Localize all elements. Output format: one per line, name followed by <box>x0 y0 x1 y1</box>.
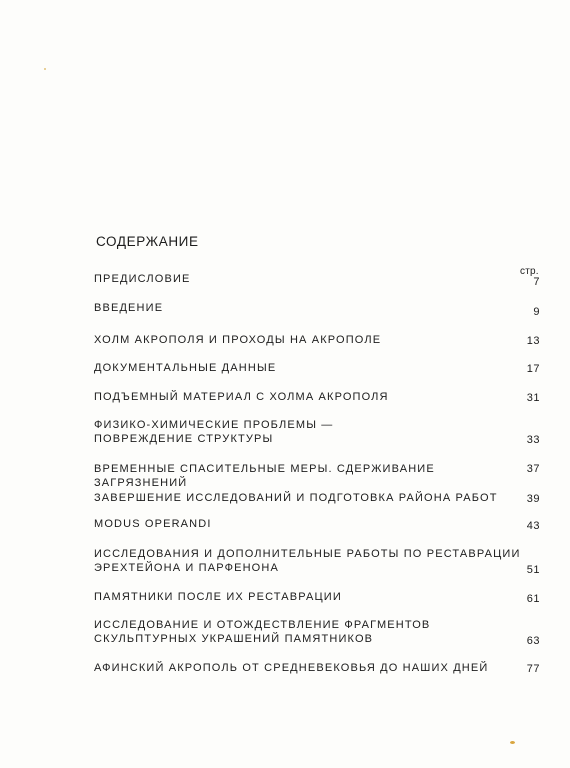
toc-entry-text: ИССЛЕДОВАНИЕ И ОТОЖДЕСТВЛЕНИЕ ФРАГМЕНТОВ СКУЛЬПТУРНЫХ УКРАШЕНИЙ ПАМЯТНИКОВ <box>94 619 431 645</box>
toc-entry-text: ПРЕДИСЛОВИЕ <box>94 273 191 285</box>
toc-entry-page: 63 <box>526 635 540 647</box>
toc-entry-monuments <box>94 590 540 604</box>
toc-entry-text: MODUS OPERANDI <box>94 518 212 530</box>
paper-speck-top <box>44 68 46 70</box>
toc-entry-introduction <box>94 301 540 318</box>
toc-entry-page: 77 <box>526 663 540 675</box>
toc-entry-text: АФИНСКИЙ АКРОПОЛЬ ОТ СРЕДНЕВЕКОВЬЯ ДО НАШИХ ДНЕЙ <box>94 662 489 674</box>
toc-entry-page: 31 <box>526 392 540 404</box>
toc-entry-page: 37 <box>526 463 540 475</box>
page-column-label: стр. <box>520 266 539 277</box>
toc-entry-page: 13 <box>526 335 540 347</box>
paper-speck-bottom <box>510 741 515 744</box>
toc-entry-page: 33 <box>526 434 540 446</box>
toc-entry-page: 43 <box>526 520 540 532</box>
toc-entry-page: 17 <box>526 363 540 375</box>
toc-entry-text: ФИЗИКО-ХИМИЧЕСКИЕ ПРОБЛЕМЫ — ПОВРЕЖДЕНИЕ СТРУКТУРЫ <box>94 419 334 445</box>
toc-entry-fragments <box>94 618 540 646</box>
toc-entry-page: 51 <box>526 564 540 576</box>
toc-entry-material <box>94 390 540 404</box>
toc-entry-text: ИССЛЕДОВАНИЯ И ДОПОЛНИТЕЛЬНЫЕ РАБОТЫ ПО РЕСТАВРАЦИИ ЭРЕХТЕЙОНА И ПАРФЕНОНА <box>94 548 521 574</box>
toc-entry-page: 7 <box>533 276 540 288</box>
toc-title: СОДЕРЖАНИЕ <box>96 234 199 249</box>
toc-entry-rescue <box>94 462 540 490</box>
toc-entry-text: ВВЕДЕНИЕ <box>94 302 164 314</box>
toc-entry-page: 61 <box>526 593 540 605</box>
toc-entry-restoration <box>94 547 540 575</box>
toc-entry-completion <box>94 491 540 505</box>
toc-entry-text: ВРЕМЕННЫЕ СПАСИТЕЛЬНЫЕ МЕРЫ. СДЕРЖИВАНИЕ ЗАГРЯЗНЕНИЙ <box>94 463 435 489</box>
toc-entry-page: 39 <box>526 493 540 505</box>
toc-entry-physchem <box>94 418 540 446</box>
toc-entry-documents <box>94 361 540 375</box>
toc-entry-text: ХОЛМ АКРОПОЛЯ И ПРОХОДЫ НА АКРОПОЛЕ <box>94 334 382 346</box>
toc-entry-text: ПАМЯТНИКИ ПОСЛЕ ИХ РЕСТАВРАЦИИ <box>94 591 342 603</box>
toc-entry-text: ЗАВЕРШЕНИЕ ИССЛЕДОВАНИЙ И ПОДГОТОВКА РАЙОНА РАБОТ <box>94 492 498 504</box>
toc-entry-athens <box>94 661 540 675</box>
toc-entry-hill <box>94 333 540 347</box>
toc-entry-page: 9 <box>533 306 540 318</box>
toc-entry-text: ПОДЪЕМНЫЙ МАТЕРИАЛ С ХОЛМА АКРОПОЛЯ <box>94 391 389 403</box>
toc-entry-preface <box>94 272 540 286</box>
toc-entry-text: ДОКУМЕНТАЛЬНЫЕ ДАННЫЕ <box>94 362 277 374</box>
toc-entry-modus <box>94 517 540 531</box>
